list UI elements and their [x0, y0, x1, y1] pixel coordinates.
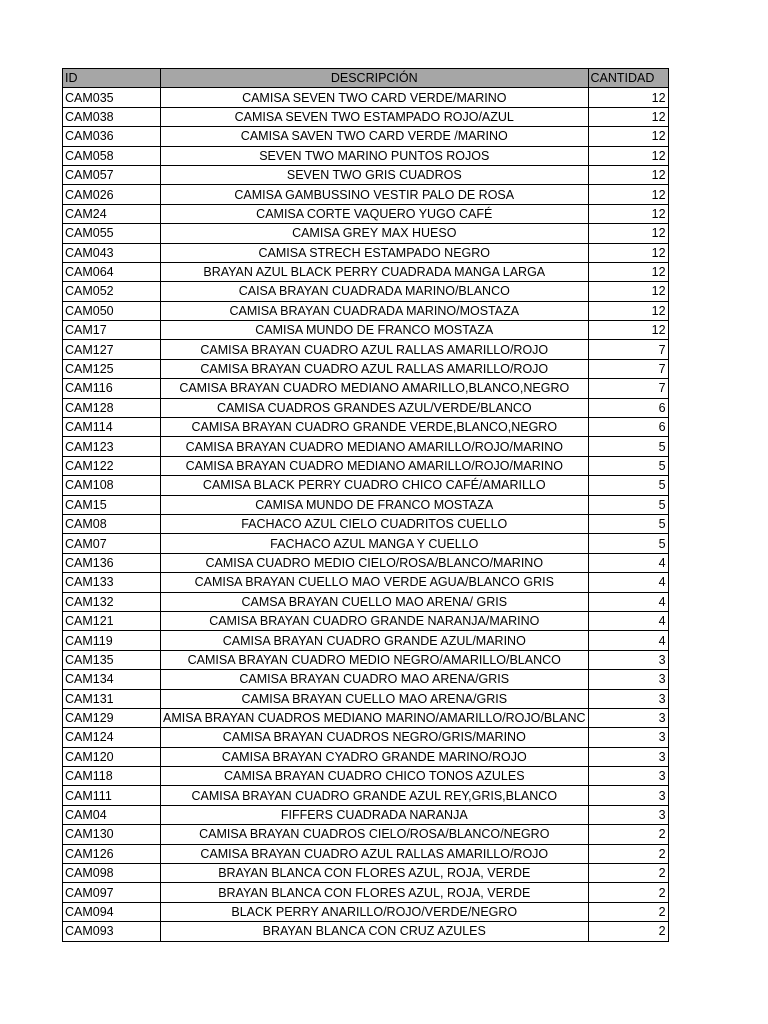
cell-description[interactable]: SEVEN TWO GRIS CUADROS [161, 165, 589, 184]
cell-id[interactable]: CAM094 [63, 902, 161, 921]
cell-quantity[interactable]: 2 [588, 902, 668, 921]
table-row [63, 88, 669, 107]
cell-id[interactable]: CAM057 [63, 165, 161, 184]
cell-quantity[interactable]: 4 [588, 573, 668, 592]
cell-quantity[interactable]: 12 [588, 165, 668, 184]
cell-quantity[interactable]: 5 [588, 476, 668, 495]
cell-quantity[interactable]: 4 [588, 631, 668, 650]
cell-id[interactable]: CAM114 [63, 418, 161, 437]
cell-id[interactable]: CAM08 [63, 514, 161, 533]
cell-description[interactable]: CAMISA BRAYAN CUADROS CIELO/ROSA/BLANCO/NEGRO [161, 825, 589, 844]
table-row [63, 418, 669, 437]
table-row [63, 146, 669, 165]
table-row [63, 359, 669, 378]
cell-description[interactable]: CAMISA BRAYAN CUADRO MEDIANO AMARILLO,BLANCO,NEGRO [161, 379, 589, 398]
table-row [63, 553, 669, 572]
table-row [63, 514, 669, 533]
cell-description[interactable]: CAMISA MUNDO DE FRANCO MOSTAZA [161, 495, 589, 514]
cell-quantity[interactable]: 2 [588, 844, 668, 863]
cell-description[interactable]: CAMISA MUNDO DE FRANCO MOSTAZA [161, 321, 589, 340]
table-row [63, 165, 669, 184]
cell-quantity[interactable]: 12 [588, 127, 668, 146]
table-row [63, 127, 669, 146]
cell-quantity[interactable]: 12 [588, 146, 668, 165]
table-row [63, 805, 669, 824]
cell-description[interactable]: CAMISA BRAYAN CUADRO CHICO TONOS AZULES [161, 767, 589, 786]
cell-description[interactable]: CAMISA SAVEN TWO CARD VERDE /MARINO [161, 127, 589, 146]
cell-id[interactable]: CAM134 [63, 670, 161, 689]
cell-quantity[interactable]: 4 [588, 592, 668, 611]
cell-quantity[interactable]: 12 [588, 243, 668, 262]
cell-quantity[interactable]: 5 [588, 456, 668, 475]
cell-description[interactable]: CAMISA STRECH ESTAMPADO NEGRO [161, 243, 589, 262]
cell-id[interactable]: CAM128 [63, 398, 161, 417]
table-row [63, 301, 669, 320]
cell-description[interactable]: CAMISA BRAYAN CUADRO GRANDE AZUL/MARINO [161, 631, 589, 650]
cell-id[interactable]: CAM055 [63, 224, 161, 243]
cell-id[interactable]: CAM124 [63, 728, 161, 747]
cell-description[interactable]: BRAYAN BLANCA CON FLORES AZUL, ROJA, VERDE [161, 883, 589, 902]
cell-description[interactable]: BLACK PERRY ANARILLO/ROJO/VERDE/NEGRO [161, 902, 589, 921]
cell-quantity[interactable]: 5 [588, 495, 668, 514]
cell-description[interactable]: CAMISA BRAYAN CUADROS NEGRO/GRIS/MARINO [161, 728, 589, 747]
cell-quantity[interactable]: 6 [588, 398, 668, 417]
table-row [63, 786, 669, 805]
cell-id[interactable]: CAM131 [63, 689, 161, 708]
cell-description[interactable]: CAMISA BRAYAN CUADRO GRANDE VERDE,BLANCO,NEGRO [161, 418, 589, 437]
cell-id[interactable]: CAM108 [63, 476, 161, 495]
cell-description[interactable]: CAMISA SEVEN TWO ESTAMPADO ROJO/AZUL [161, 107, 589, 126]
cell-id[interactable]: CAM122 [63, 456, 161, 475]
cell-quantity[interactable]: 2 [588, 883, 668, 902]
cell-quantity[interactable]: 6 [588, 418, 668, 437]
table-row [63, 185, 669, 204]
cell-id[interactable]: CAM24 [63, 204, 161, 223]
table-row [63, 243, 669, 262]
table-row [63, 883, 669, 902]
cell-id[interactable]: CAM052 [63, 282, 161, 301]
cell-quantity[interactable]: 2 [588, 864, 668, 883]
cell-quantity[interactable]: 5 [588, 514, 668, 533]
cell-id[interactable]: CAM036 [63, 127, 161, 146]
cell-id[interactable]: CAM111 [63, 786, 161, 805]
table-row [63, 611, 669, 630]
cell-quantity[interactable]: 12 [588, 185, 668, 204]
cell-description[interactable]: SEVEN TWO MARINO PUNTOS ROJOS [161, 146, 589, 165]
cell-quantity[interactable]: 3 [588, 708, 668, 727]
cell-description[interactable]: BRAYAN BLANCA CON CRUZ AZULES [161, 922, 589, 941]
header-description[interactable]: DESCRIPCIÓN [161, 69, 589, 88]
cell-description[interactable]: FACHACO AZUL MANGA Y CUELLO [161, 534, 589, 553]
cell-description[interactable]: CAMISA SEVEN TWO CARD VERDE/MARINO [161, 88, 589, 107]
table-row [63, 321, 669, 340]
table-row [63, 282, 669, 301]
cell-id[interactable]: CAM026 [63, 185, 161, 204]
cell-quantity[interactable]: 12 [588, 262, 668, 281]
cell-id[interactable]: CAM132 [63, 592, 161, 611]
cell-description[interactable]: CAISA BRAYAN CUADRADA MARINO/BLANCO [161, 282, 589, 301]
cell-id[interactable]: CAM125 [63, 359, 161, 378]
cell-quantity[interactable]: 3 [588, 786, 668, 805]
table-row [63, 631, 669, 650]
cell-quantity[interactable]: 12 [588, 107, 668, 126]
cell-id[interactable]: CAM07 [63, 534, 161, 553]
cell-id[interactable]: CAM097 [63, 883, 161, 902]
cell-id[interactable]: CAM116 [63, 379, 161, 398]
cell-id[interactable]: CAM123 [63, 437, 161, 456]
cell-id[interactable]: CAM058 [63, 146, 161, 165]
cell-description[interactable]: CAMISA CUADROS GRANDES AZUL/VERDE/BLANCO [161, 398, 589, 417]
table-row [63, 437, 669, 456]
cell-quantity[interactable]: 3 [588, 650, 668, 669]
cell-quantity[interactable]: 2 [588, 825, 668, 844]
cell-description[interactable]: FIFFERS CUADRADA NARANJA [161, 805, 589, 824]
cell-quantity[interactable]: 5 [588, 437, 668, 456]
cell-description[interactable]: CAMISA BRAYAN CUADRADA MARINO/MOSTAZA [161, 301, 589, 320]
cell-quantity[interactable]: 7 [588, 379, 668, 398]
table-row [63, 650, 669, 669]
cell-description[interactable]: CAMISA BLACK PERRY CUADRO CHICO CAFÉ/AMARILLO [161, 476, 589, 495]
table-row [63, 107, 669, 126]
cell-description[interactable]: CAMISA CUADRO MEDIO CIELO/ROSA/BLANCO/MARINO [161, 553, 589, 572]
cell-description[interactable]: CAMISA GREY MAX HUESO [161, 224, 589, 243]
cell-id[interactable]: CAM120 [63, 747, 161, 766]
cell-id[interactable]: CAM093 [63, 922, 161, 941]
cell-description[interactable]: CAMISA BRAYAN CUADRO MAO ARENA/GRIS [161, 670, 589, 689]
cell-quantity[interactable]: 12 [588, 321, 668, 340]
cell-quantity[interactable]: 7 [588, 359, 668, 378]
cell-quantity[interactable]: 3 [588, 747, 668, 766]
header-id[interactable]: ID [63, 69, 161, 88]
cell-description[interactable]: BRAYAN AZUL BLACK PERRY CUADRADA MANGA LARGA [161, 262, 589, 281]
cell-quantity[interactable]: 12 [588, 301, 668, 320]
table-row [63, 495, 669, 514]
cell-id[interactable]: CAM098 [63, 864, 161, 883]
cell-quantity[interactable]: 3 [588, 689, 668, 708]
table-row [63, 767, 669, 786]
cell-description[interactable]: CAMISA BRAYAN CUELLO MAO VERDE AGUA/BLANCO GRIS [161, 573, 589, 592]
cell-quantity[interactable]: 4 [588, 611, 668, 630]
table-row [63, 747, 669, 766]
cell-description[interactable]: CAMISA BRAYAN CUADRO MEDIANO AMARILLO/ROJO/MARINO [161, 437, 589, 456]
table-row [63, 534, 669, 553]
cell-description[interactable]: CAMISA GAMBUSSINO VESTIR PALO DE ROSA [161, 185, 589, 204]
table-row [63, 456, 669, 475]
table-row [63, 825, 669, 844]
cell-quantity[interactable]: 12 [588, 224, 668, 243]
cell-quantity[interactable]: 4 [588, 553, 668, 572]
cell-quantity[interactable]: 12 [588, 282, 668, 301]
cell-id[interactable]: CAM119 [63, 631, 161, 650]
cell-id[interactable]: CAM129 [63, 708, 161, 727]
cell-id[interactable]: CAM133 [63, 573, 161, 592]
cell-quantity[interactable]: 3 [588, 805, 668, 824]
cell-description[interactable]: FACHACO AZUL CIELO CUADRITOS CUELLO [161, 514, 589, 533]
cell-description[interactable]: CAMISA BRAYAN CYADRO GRANDE MARINO/ROJO [161, 747, 589, 766]
table-row [63, 902, 669, 921]
cell-description[interactable]: AMISA BRAYAN CUADROS MEDIANO MARINO/AMARILLO/ROJO/BLANC [161, 708, 589, 727]
cell-id[interactable]: CAM135 [63, 650, 161, 669]
cell-description[interactable]: CAMISA BRAYAN CUADRO GRANDE NARANJA/MARINO [161, 611, 589, 630]
header-row [63, 69, 669, 88]
cell-description[interactable]: CAMISA BRAYAN CUADRO AZUL RALLAS AMARILLO/ROJO [161, 359, 589, 378]
table-row [63, 204, 669, 223]
cell-description[interactable]: CAMISA CORTE VAQUERO YUGO CAFÉ [161, 204, 589, 223]
cell-description[interactable]: CAMISA BRAYAN CUELLO MAO ARENA/GRIS [161, 689, 589, 708]
cell-id[interactable]: CAM038 [63, 107, 161, 126]
table-row [63, 864, 669, 883]
table-row [63, 224, 669, 243]
table-row [63, 689, 669, 708]
cell-quantity[interactable]: 3 [588, 728, 668, 747]
cell-description[interactable]: CAMISA BRAYAN CUADRO MEDIANO AMARILLO/ROJO/MARINO [161, 456, 589, 475]
cell-id[interactable]: CAM127 [63, 340, 161, 359]
cell-id[interactable]: CAM121 [63, 611, 161, 630]
table-row [63, 379, 669, 398]
cell-id[interactable]: CAM04 [63, 805, 161, 824]
cell-quantity[interactable]: 7 [588, 340, 668, 359]
cell-id[interactable]: CAM126 [63, 844, 161, 863]
table-row [63, 728, 669, 747]
inventory-table [62, 68, 669, 942]
cell-id[interactable]: CAM130 [63, 825, 161, 844]
table-row [63, 573, 669, 592]
cell-id[interactable]: CAM17 [63, 321, 161, 340]
cell-id[interactable]: CAM136 [63, 553, 161, 572]
table-header [63, 69, 669, 88]
cell-id[interactable]: CAM064 [63, 262, 161, 281]
cell-quantity[interactable]: 3 [588, 670, 668, 689]
table-row [63, 670, 669, 689]
cell-quantity[interactable]: 12 [588, 204, 668, 223]
table-row [63, 398, 669, 417]
header-quantity[interactable]: CANTIDAD [588, 69, 668, 88]
cell-description[interactable]: BRAYAN BLANCA CON FLORES AZUL, ROJA, VERDE [161, 864, 589, 883]
cell-quantity[interactable]: 5 [588, 534, 668, 553]
table-row [63, 708, 669, 727]
cell-description[interactable]: CAMISA BRAYAN CUADRO GRANDE AZUL REY,GRIS,BLANCO [161, 786, 589, 805]
table-body [63, 88, 669, 941]
cell-id[interactable]: CAM118 [63, 767, 161, 786]
cell-description[interactable]: CAMSA BRAYAN CUELLO MAO ARENA/ GRIS [161, 592, 589, 611]
table-row [63, 592, 669, 611]
cell-id[interactable]: CAM035 [63, 88, 161, 107]
cell-description[interactable]: CAMISA BRAYAN CUADRO AZUL RALLAS AMARILLO/ROJO [161, 340, 589, 359]
cell-description[interactable]: CAMISA BRAYAN CUADRO AZUL RALLAS AMARILLO/ROJO [161, 844, 589, 863]
cell-quantity[interactable]: 2 [588, 922, 668, 941]
cell-id[interactable]: CAM15 [63, 495, 161, 514]
table-row [63, 340, 669, 359]
cell-id[interactable]: CAM043 [63, 243, 161, 262]
cell-quantity[interactable]: 3 [588, 767, 668, 786]
table-row [63, 476, 669, 495]
cell-quantity[interactable]: 12 [588, 88, 668, 107]
cell-description[interactable]: CAMISA BRAYAN CUADRO MEDIO NEGRO/AMARILLO/BLANCO [161, 650, 589, 669]
cell-id[interactable]: CAM050 [63, 301, 161, 320]
table-row [63, 922, 669, 941]
table-row [63, 262, 669, 281]
table-row [63, 844, 669, 863]
